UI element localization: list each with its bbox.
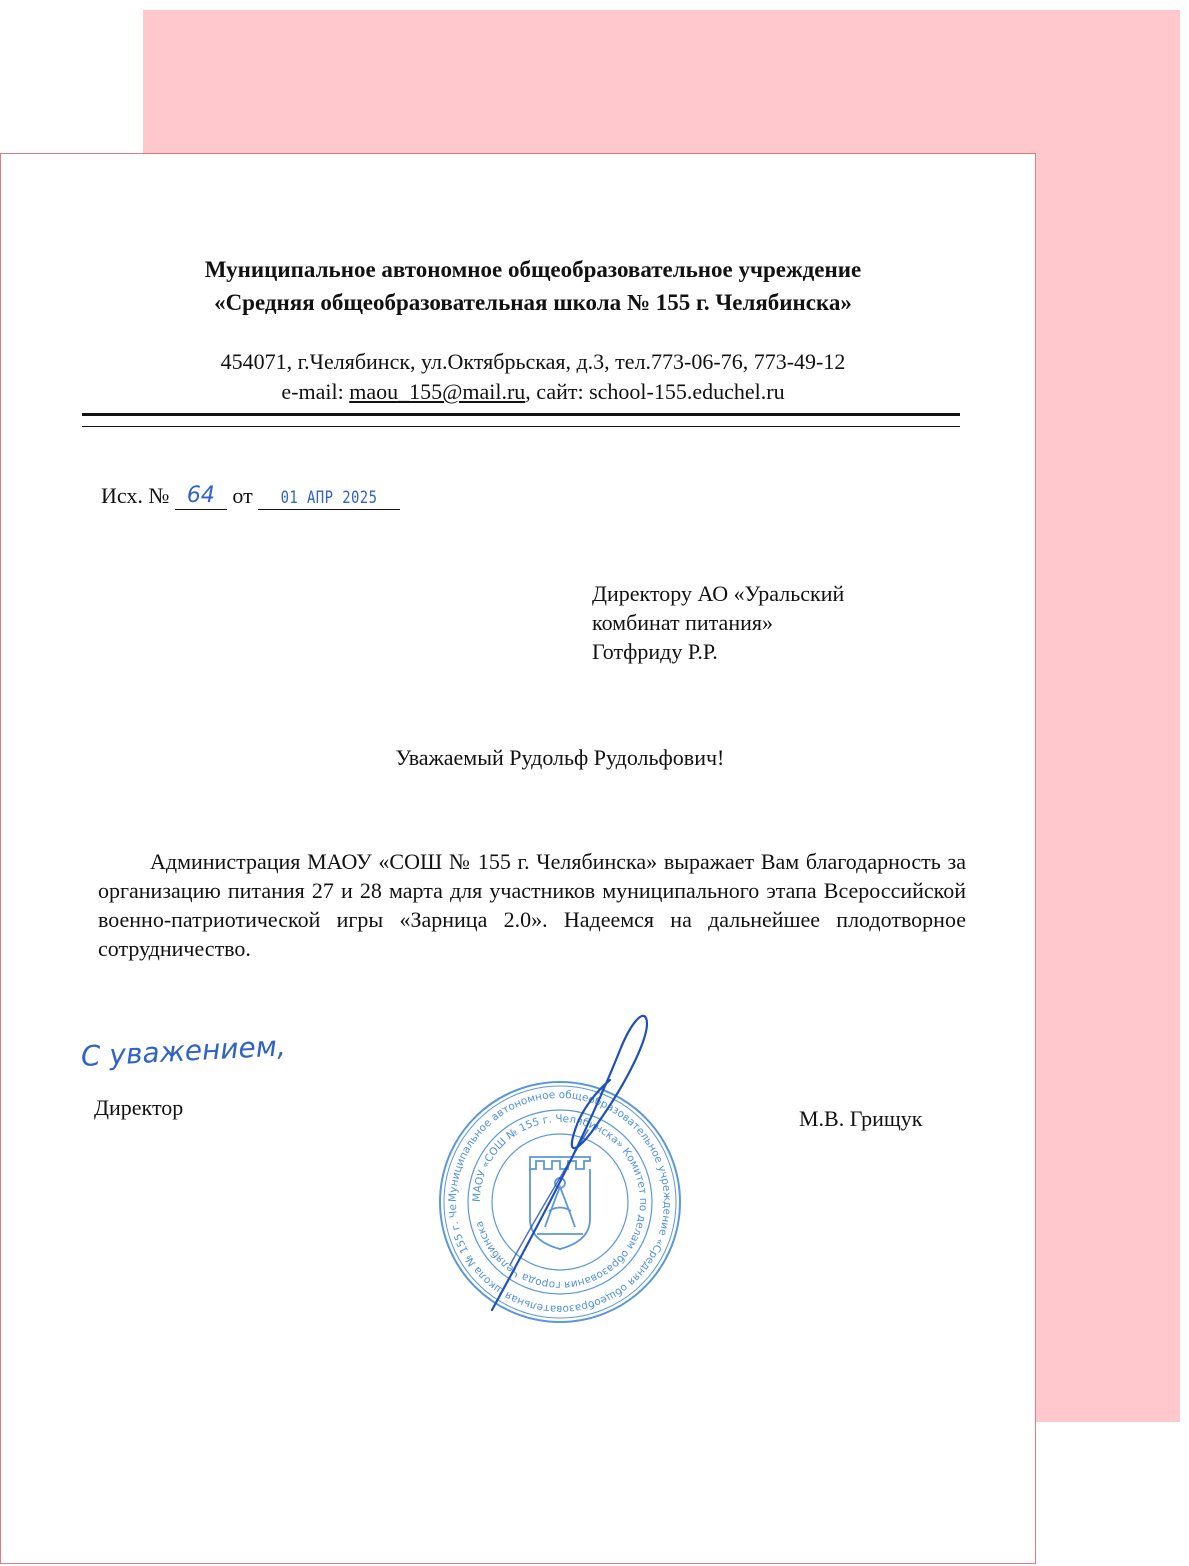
address-line: 454071, г.Челябинск, ул.Октябрьская, д.3, тел.773-06-76, 773-49-12 <box>220 349 846 374</box>
site-text: , сайт: school-155.educhel.ru <box>525 379 785 404</box>
outgoing-date-field <box>258 485 400 510</box>
signature-graphic <box>470 1010 670 1320</box>
addressee-block <box>592 579 844 666</box>
outgoing-reference <box>101 482 400 510</box>
outgoing-date-label: от <box>232 483 253 508</box>
outgoing-number-handwritten: 64 <box>186 483 215 508</box>
addressee-line3: Готфриду Р.Р. <box>592 639 718 664</box>
outgoing-number-label: Исх. № <box>101 483 170 508</box>
director-signature <box>470 1010 670 1320</box>
signer-position: Директор <box>94 1095 184 1120</box>
seal-inner-text: МАОУ «СОШ № 155 г. Челябинска» Комитет по делам образования города Челябинска <box>470 1112 650 1292</box>
outgoing-date-stamp: 01 АПР 2025 <box>280 488 378 508</box>
seal-outer-text: Муниципальное автономное общеобразовательное учреждение «Средняя общеобразовательная школа № 155 г. Че <box>446 1088 674 1316</box>
letter-body: Администрация МАОУ «СОШ № 155 г. Челябинска» выражает Вам благодарность за организацию питания 27 и 28 марта для участников муниципального этапа Всероссийской военно-патриотической игры «Зарница 2.0». Надеемся на дальнейшее плодотворное сотрудничество. <box>98 849 966 961</box>
addressee-line1: Директору АО «Уральский <box>592 581 845 606</box>
outgoing-number-field <box>175 485 227 510</box>
email-prefix: e-mail: <box>281 379 350 404</box>
handwritten-regards: С уважением, <box>80 1029 287 1073</box>
addressee-line2: комбинат питания» <box>592 610 773 635</box>
institution-name-line2: «Средняя общеобразовательная школа № 155 г. Челябинска» <box>214 290 852 315</box>
header-rule-thin <box>82 426 960 427</box>
signer-name: М.В. Грищук <box>799 1106 923 1131</box>
institution-name-line1: Муниципальное автономное общеобразовательное учреждение <box>204 257 862 282</box>
header-rule-thick <box>82 413 960 416</box>
email-site-line <box>0 376 1066 407</box>
salutation: Уважаемый Рудольф Рудольфович! <box>395 745 725 770</box>
email-link[interactable]: maou_155@mail.ru <box>349 379 526 404</box>
